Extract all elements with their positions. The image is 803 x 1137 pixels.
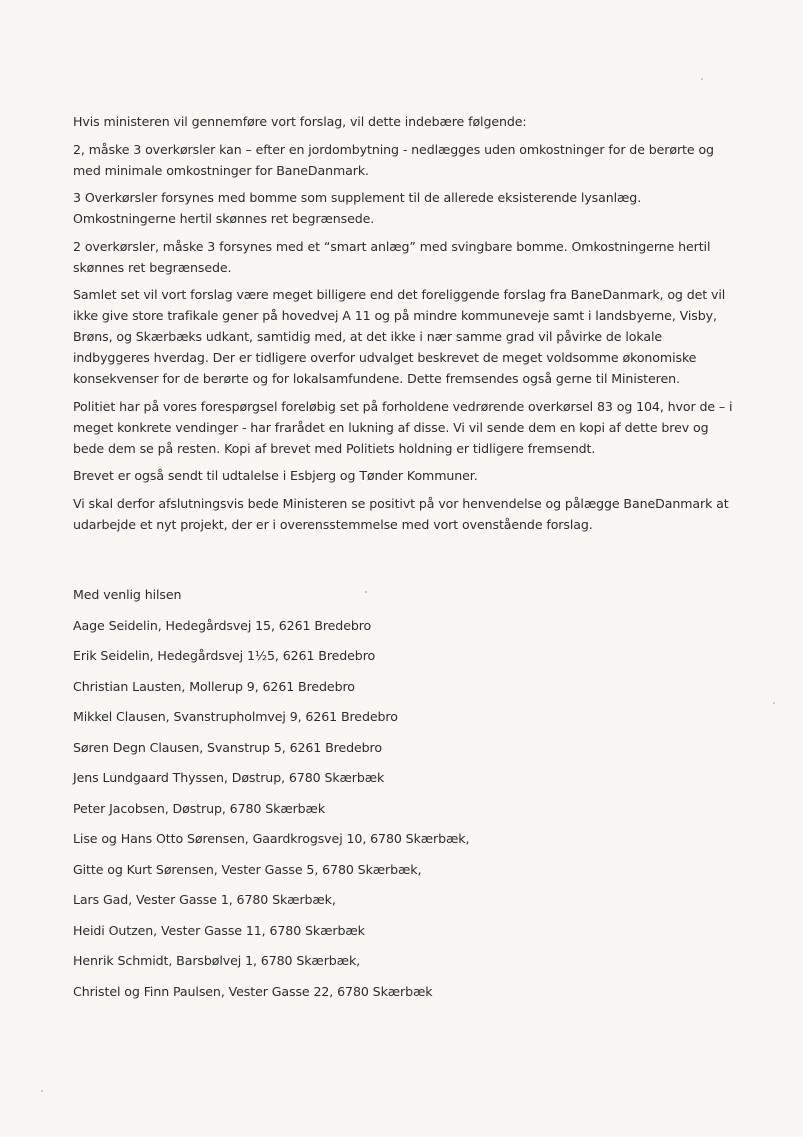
paragraph-intro: Hvis ministeren vil gennemføre vort forslag, vil dette indebære følgende:	[73, 114, 527, 129]
signatory: Mikkel Clausen, Svanstrupholmvej 9, 6261 Bredebro	[73, 709, 398, 724]
signatory: Peter Jacobsen, Døstrup, 6780 Skærbæk	[73, 800, 326, 816]
scan-speck	[773, 702, 775, 704]
signatory: Lars Gad, Vester Gasse 1, 6780 Skærbæk,	[73, 892, 336, 907]
scan-speck	[701, 78, 703, 80]
scan-speck	[365, 591, 367, 593]
signatory: Christian Lausten, Mollerup 9, 6261 Bredebro	[73, 678, 355, 694]
signatory: Jens Lundgaard Thyssen, Døstrup, 6780 Skærbæk	[73, 770, 385, 785]
scan-speck	[41, 1090, 43, 1092]
letter-body	[73, 111, 733, 541]
signatory: Aage Seidelin, Hedegårdsvej 15, 6261 Bredebro	[73, 617, 372, 633]
signatory: Erik Seidelin, Hedegårdsvej 1½5, 6261 Bredebro	[73, 648, 376, 663]
signatory: Heidi Outzen, Vester Gasse 11, 6780 Skærbæk	[73, 922, 365, 938]
signatory: Gitte og Kurt Sørensen, Vester Gasse 5, 6780 Skærbæk,	[73, 861, 422, 877]
signatory: Lise og Hans Otto Sørensen, Gaardkrogsvej 10, 6780 Skærbæk,	[73, 831, 470, 846]
letter-closing	[73, 580, 733, 1007]
signatory: Christel og Finn Paulsen, Vester Gasse 22, 6780 Skærbæk	[73, 983, 433, 999]
signatory: Søren Degn Clausen, Svanstrup 5, 6261 Bredebro	[73, 739, 382, 755]
paragraph-crossings-removal: 2, måske 3 overkørsler kan – efter en jordombytning - nedlægges uden omkostninger for de berørte og med minimale omkostninger for BaneDanmark.	[73, 141, 714, 178]
paragraph-crossings-barriers: 3 Overkørsler forsynes med bomme som supplement til de allerede eksisterende lysanlæg. Omkostningerne hertil skønnes ret begrænsede.	[73, 190, 642, 226]
signatory: Henrik Schmidt, Barsbølvej 1, 6780 Skærbæk,	[73, 953, 361, 968]
paragraph-municipalities: Brevet er også sendt til udtalelse i Esbjerg og Tønder Kommuner.	[73, 468, 478, 483]
paragraph-smart-system: 2 overkørsler, måske 3 forsynes med et “smart anlæg” med svingbare bomme. Omkostningerne hertil skønnes ret begrænsede.	[73, 238, 711, 275]
paragraph-conclusion: Vi skal derfor afslutningsvis bede Ministeren se positivt på vor henvendelse og pålægge BaneDanmark at udarbejde et nyt projekt, der er i overensstemmelse med vort ovenstående forslag.	[73, 495, 729, 532]
closing-greeting: Med venlig hilsen	[73, 587, 182, 602]
paragraph-police: Politiet har på vores forespørgsel foreløbig set på forholdene vedrørende overkørsel 83 og 104, hvor de – i meget konkrete vendinger - har frarådet en lukning af disse. Vi vil sende dem en kopi af dette brev og bede dem se på resten. Kopi af brevet med Politiets holdning er tidligere fremsendt.	[73, 398, 733, 456]
paragraph-cost-comparison: Samlet set vil vort forslag være meget billigere end det foreliggende forslag fra BaneDanmark, og det vil ikke give store trafikale gener på hovedvej A 11 og på mindre kommuneveje samt i landsbyerne, Visby, Brøns, og Skærbæks udkant, samtidig med, at det ikke i nær samme grad vil påvirke de lokale indbyggeres hverdag. Der er tidligere overfor udvalget beskrevet de meget voldsomme økonomiske konsekvenser for de berørte og for lokalsamfundene. Dette fremsendes også gerne til Ministeren.	[73, 287, 726, 386]
